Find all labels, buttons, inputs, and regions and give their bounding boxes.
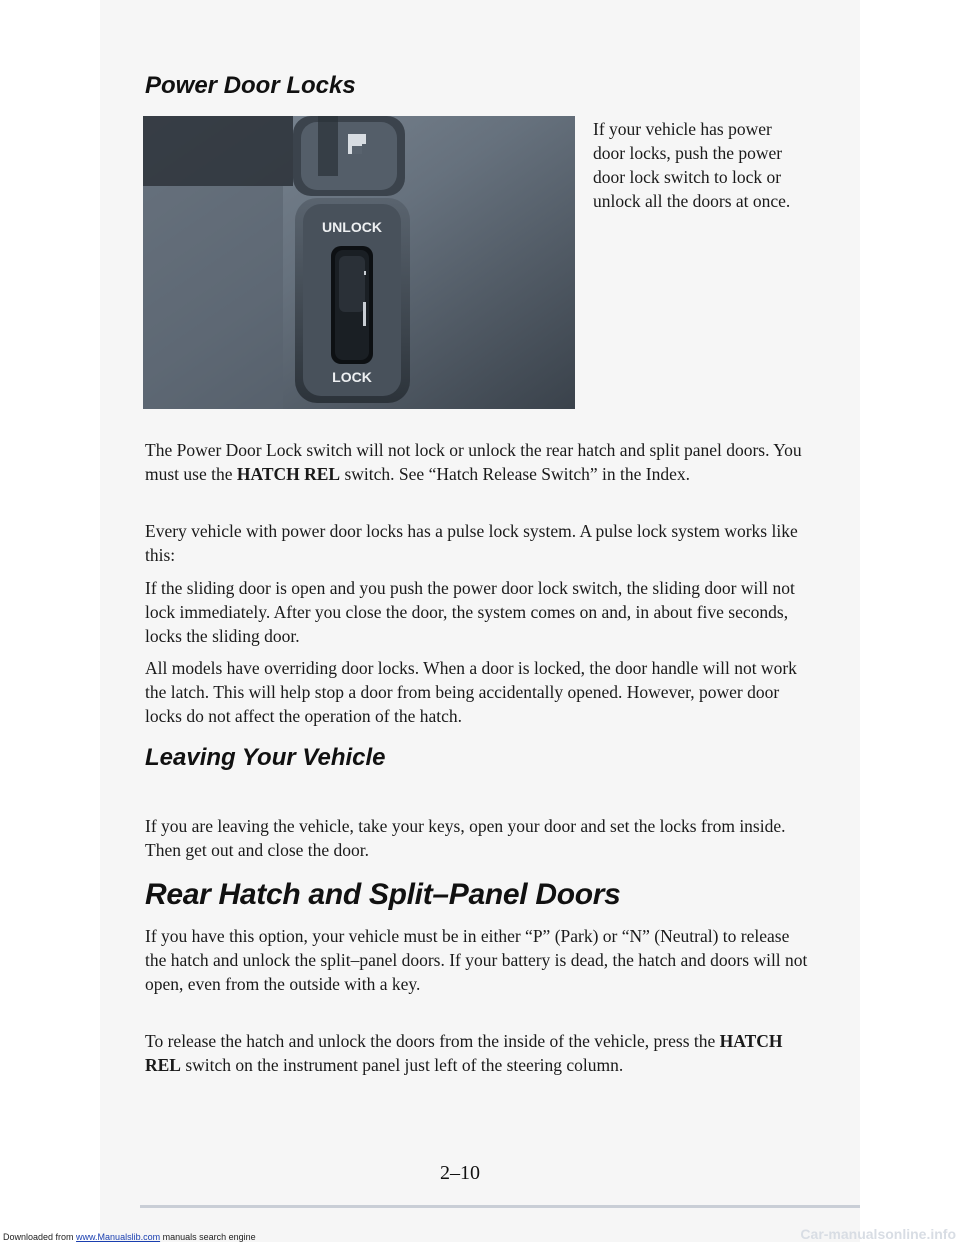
lock-label: LOCK	[332, 369, 372, 385]
manualslib-link[interactable]: www.Manualslib.com	[76, 1232, 161, 1242]
section-title-leaving-vehicle: Leaving Your Vehicle	[145, 744, 386, 771]
paragraph-pulse-lock: Every vehicle with power door locks has a pulse lock system. A pulse lock system works like this:	[145, 521, 798, 565]
download-footer: Downloaded from www.Manualslib.com manuals search engine	[3, 1232, 256, 1242]
power-door-lock-switch-photo	[143, 116, 575, 409]
paragraph-lock-limitation: The Power Door Lock switch will not lock or unlock the rear hatch and split panel doors. You must use the HATCH REL switch. See “Hatch Release Switch” in the Index.	[145, 440, 802, 484]
section-title-rear-hatch: Rear Hatch and Split–Panel Doors	[145, 878, 621, 911]
footer-divider	[140, 1205, 860, 1208]
paragraph-sliding-door: If the sliding door is open and you push the power door lock switch, the sliding door will not lock immediately. After you close the door, the system comes on and, in about five seconds, locks the sliding door.	[145, 578, 795, 646]
watermark-text: Car-manualsonline.info	[800, 1226, 956, 1242]
intro-paragraph: If your vehicle has power door locks, push the power door lock switch to lock or unlock all the doors at once.	[593, 119, 791, 211]
paragraph-overriding-locks: All models have overriding door locks. When a door is locked, the door handle will not work the latch. This will help stop a door from being accidentally opened. However, power door locks do not affect the operation of the hatch.	[145, 658, 797, 726]
hatch-rel-term: HATCH REL	[145, 1031, 783, 1075]
paragraph-leaving-vehicle: If you are leaving the vehicle, take your keys, open your door and set the locks from inside. Then get out and close the door.	[145, 816, 786, 860]
unlock-label: UNLOCK	[322, 219, 382, 235]
page-number: 2–10	[440, 1162, 480, 1184]
section-title-power-door-locks: Power Door Locks	[145, 72, 356, 99]
hatch-rel-term: HATCH REL	[236, 464, 341, 484]
paragraph-release-hatch: To release the hatch and unlock the doors from the inside of the vehicle, press the HATCH REL switch on the instrument panel just left of the steering column.	[145, 1031, 783, 1075]
paragraph-rear-hatch: If you have this option, your vehicle must be in either “P” (Park) or “N” (Neutral) to release the hatch and unlock the split–panel doors. If your battery is dead, the hatch and doors will not open, even from the outside with a key.	[145, 926, 808, 994]
